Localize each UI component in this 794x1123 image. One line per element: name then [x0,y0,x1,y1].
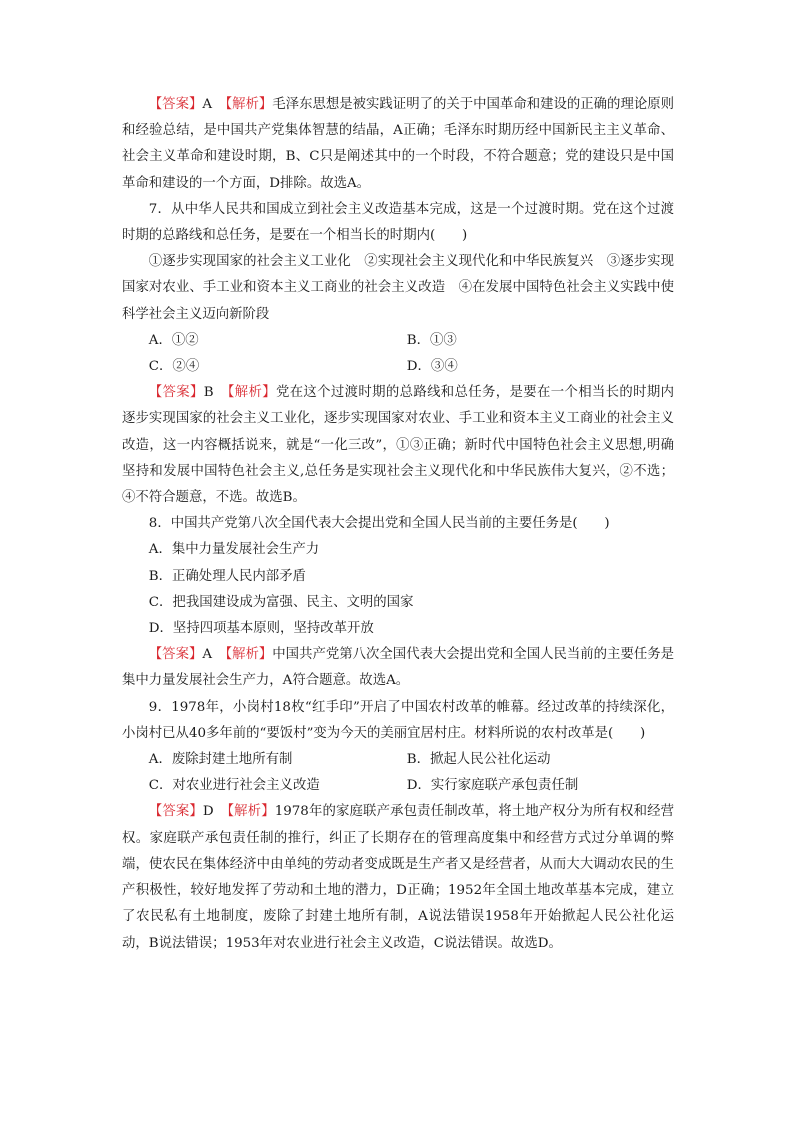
option-b: B．①③ [406,332,457,348]
question-9-options-row-2 [122,773,674,799]
document-page [122,92,674,957]
answer-9 [122,799,674,956]
question-7-options-row-1 [122,328,674,354]
answer-value: B [203,385,214,401]
answer-6 [122,92,674,197]
answer-label: 【答案】 [148,385,204,401]
analysis-text: 中国共产党第八次全国代表大会提出党和全国人民当前的主要任务是集中力量发展社会生产力，A符合题意。故选A。 [122,647,675,689]
analysis-label: 【解析】 [225,647,273,663]
option-b: B．正确处理人民内部矛盾 [148,568,306,584]
answer-8 [122,642,674,694]
analysis-text: 毛泽东思想是被实践证明了的关于中国革命和建设的正确的理论原则和经验总结，是中国共产党集体智慧的结晶，A正确；毛泽东时期历经中国新民主主义革命、社会主义革命和建设时期，B、C只是阐述其中的一个时段，不符合题意；党的建设只是中国革命和建设的一个方面，D排除。故选A。 [122,97,675,191]
question-9-stem: 9．1978年，小岗村18枚“红手印”开启了中国农村改革的帷幕。经过改革的持续深化，小岗村已从40多年前的“要饭村”变为今天的美丽宜居村庄。材料所说的农村改革是( ) [122,699,674,741]
question-8-stem: 8．中国共产党第八次全国代表大会提出党和全国人民当前的主要任务是( ) [148,516,610,532]
option-b: B．掀起人民公社化运动 [406,752,551,768]
option-c: C．把我国建设成为富强、民主、文明的国家 [148,594,414,610]
option-a: A．①② [148,332,199,348]
answer-label: 【答案】 [148,647,203,663]
answer-value: D [202,804,214,820]
answer-value: A [202,97,213,112]
analysis-label: 【解析】 [227,385,276,401]
answer-label: 【答案】 [148,97,203,112]
answer-label: 【答案】 [148,804,203,820]
option-d: D．③④ [406,359,458,375]
question-7-options-row-2 [122,354,674,380]
analysis-label: 【解析】 [227,804,275,820]
option-d: D．坚持四项基本原则，坚持改革开放 [148,621,374,637]
option-d: D．实行家庭联产承包责任制 [406,778,579,794]
option-c: C．对农业进行社会主义改造 [148,778,320,794]
analysis-label: 【解析】 [225,97,273,112]
answer-7 [122,380,674,511]
option-c: C．②④ [148,359,200,375]
analysis-text: 党在这个过渡时期的总路线和总任务，是要在一个相当长的时期内逐步实现国家的社会主义工业化，逐步实现国家对农业、手工业和资本主义工商业的社会主义改造，这一内容概括说来，就是“一化三改”，①③正确；新时代中国特色社会主义思想,明确坚持和发展中国特色社会主义,总任务是实现社会主义现代化和中华民族伟大复兴，②不选；④不符合题意，不选。故选B。 [122,385,675,506]
answer-value: A [202,647,213,663]
question-7-items: ①逐步实现国家的社会主义工业化 ②实现社会主义现代化和中华民族复兴 ③逐步实现国家对农业、手工业和资本主义工商业的社会主义改造 ④在发展中国特色社会主义实践中使科学社会主义迈向新阶段 [122,254,674,322]
question-7-stem: 7．从中华人民共和国成立到社会主义改造基本完成，这是一个过渡时期。党在这个过渡时期的总路线和总任务，是要在一个相当长的时期内( ) [122,201,674,244]
option-a: A．废除封建土地所有制 [148,752,293,768]
option-a: A．集中力量发展社会生产力 [148,542,320,558]
analysis-text: 1978年的家庭联产承包责任制改革，将土地产权分为所有权和经营权。家庭联产承包责任制的推行，纠正了长期存在的管理高度集中和经营方式过分单调的弊端，使农民在集体经济中由单纯的劳动者变成既是生产者又是经营者，从而大大调动农民的生产积极性，较好地发挥了劳动和土地的潜力，D正确；1952年全国土地改革基本完成，建立了农民私有土地制度，废除了封建土地所有制，A说法错误1958年开始掀起人民公社化运动，B说法错误；1953年对农业进行社会主义改造，C说法错误。故选D。 [122,804,675,951]
question-9-options-row-1 [122,747,674,773]
